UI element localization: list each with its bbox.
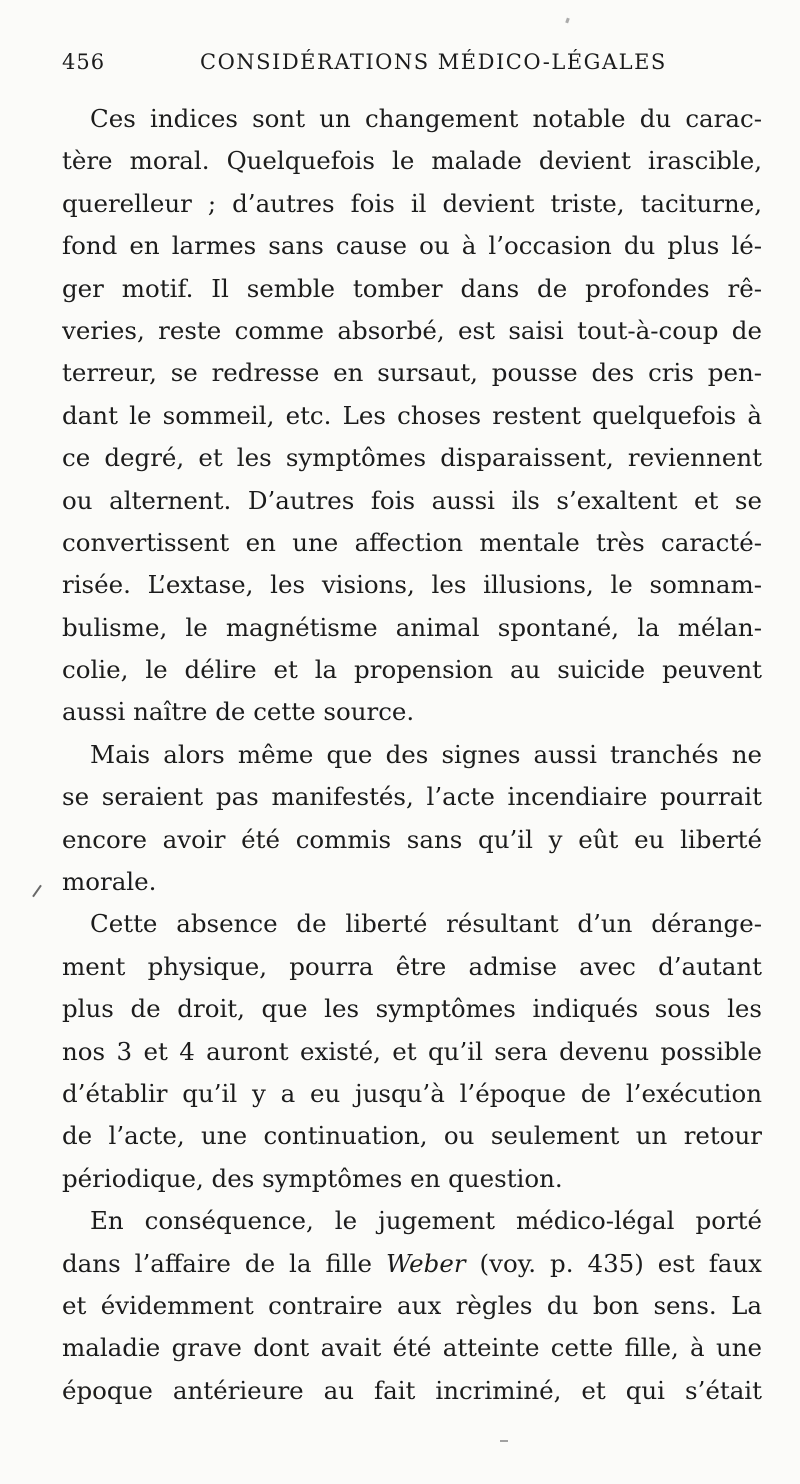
text-span: (voy. p. 435) est faux [479,1248,762,1278]
ink-speck [500,1440,508,1442]
text-line: colie, le délire et la propension au suicide peuvent [62,655,762,685]
text-line: et évidemment contraire aux règles du bon sens. La [62,1290,762,1320]
text-line: nos 3 et 4 auront existé, et qu’il sera devenu possible [62,1036,762,1066]
text-line: dant le sommeil, etc. Les choses restent quelquefois à [62,400,762,430]
text-line: risée. L’extase, les visions, les illusions, le somnam- [62,570,762,600]
italic-name: Weber [385,1248,466,1278]
text-line: En conséquence, le jugement médico-légal porté [90,1206,762,1236]
text-line: veries, reste comme absorbé, est saisi tout-à-coup de [62,315,762,345]
text-line: d’établir qu’il y a eu jusqu’à l’époque de l’exécution [62,1078,762,1108]
text-line: convertissent en une affection mentale très caracté- [62,527,762,557]
text-line: morale. [62,867,157,897]
text-line: ou alternent. D’autres fois aussi ils s’exaltent et se [62,485,762,515]
margin-pencil-mark [32,885,42,898]
text-line: époque antérieure au fait incriminé, et qui s’était [62,1375,762,1405]
text-line: Mais alors même que des signes aussi tranchés ne [90,739,762,769]
text-line: bulisme, le magnétisme animal spontané, la mélan- [62,612,762,642]
text-line: encore avoir été commis sans qu’il y eût eu liberté [62,824,762,854]
text-line: aussi naître de cette source. [62,697,415,727]
text-line: plus de droit, que les symptômes indiqués sous les [62,994,762,1024]
page-header [62,50,762,84]
text-line: de l’acte, une continuation, ou seulement un retour [62,1121,762,1151]
text-line: Ces indices sont un changement notable du carac- [90,104,762,133]
text-span: dans l’affaire de la fille [62,1248,372,1278]
ink-speck [565,18,570,24]
text-line: terreur, se redresse en sursaut, pousse des cris pen- [62,358,762,388]
text-line: querelleur ; d’autres fois il devient triste, taciturne, [62,188,762,218]
text-line: fond en larmes sans cause ou à l’occasion du plus lé- [62,231,762,261]
text-line: se seraient pas manifestés, l’acte incendiaire pourrait [62,782,762,812]
text-line: périodique, des symptômes en question. [62,1163,563,1193]
text-line [62,1243,762,1285]
body-text [62,98,762,1412]
running-title: CONSIDÉRATIONS MÉDICO-LÉGALES [200,50,667,74]
text-line: maladie grave dont avait été atteinte cette fille, à une [62,1333,762,1363]
text-line: Cette absence de liberté résultant d’un dérange- [90,909,762,939]
page-number: 456 [62,50,106,74]
text-line: ger motif. Il semble tomber dans de profondes rê- [62,273,762,303]
text-line: tère moral. Quelquefois le malade devient irascible, [62,146,762,176]
text-line: ce degré, et les symptômes disparaissent, reviennent [62,443,762,473]
text-line: ment physique, pourra être admise avec d’autant [62,951,762,981]
